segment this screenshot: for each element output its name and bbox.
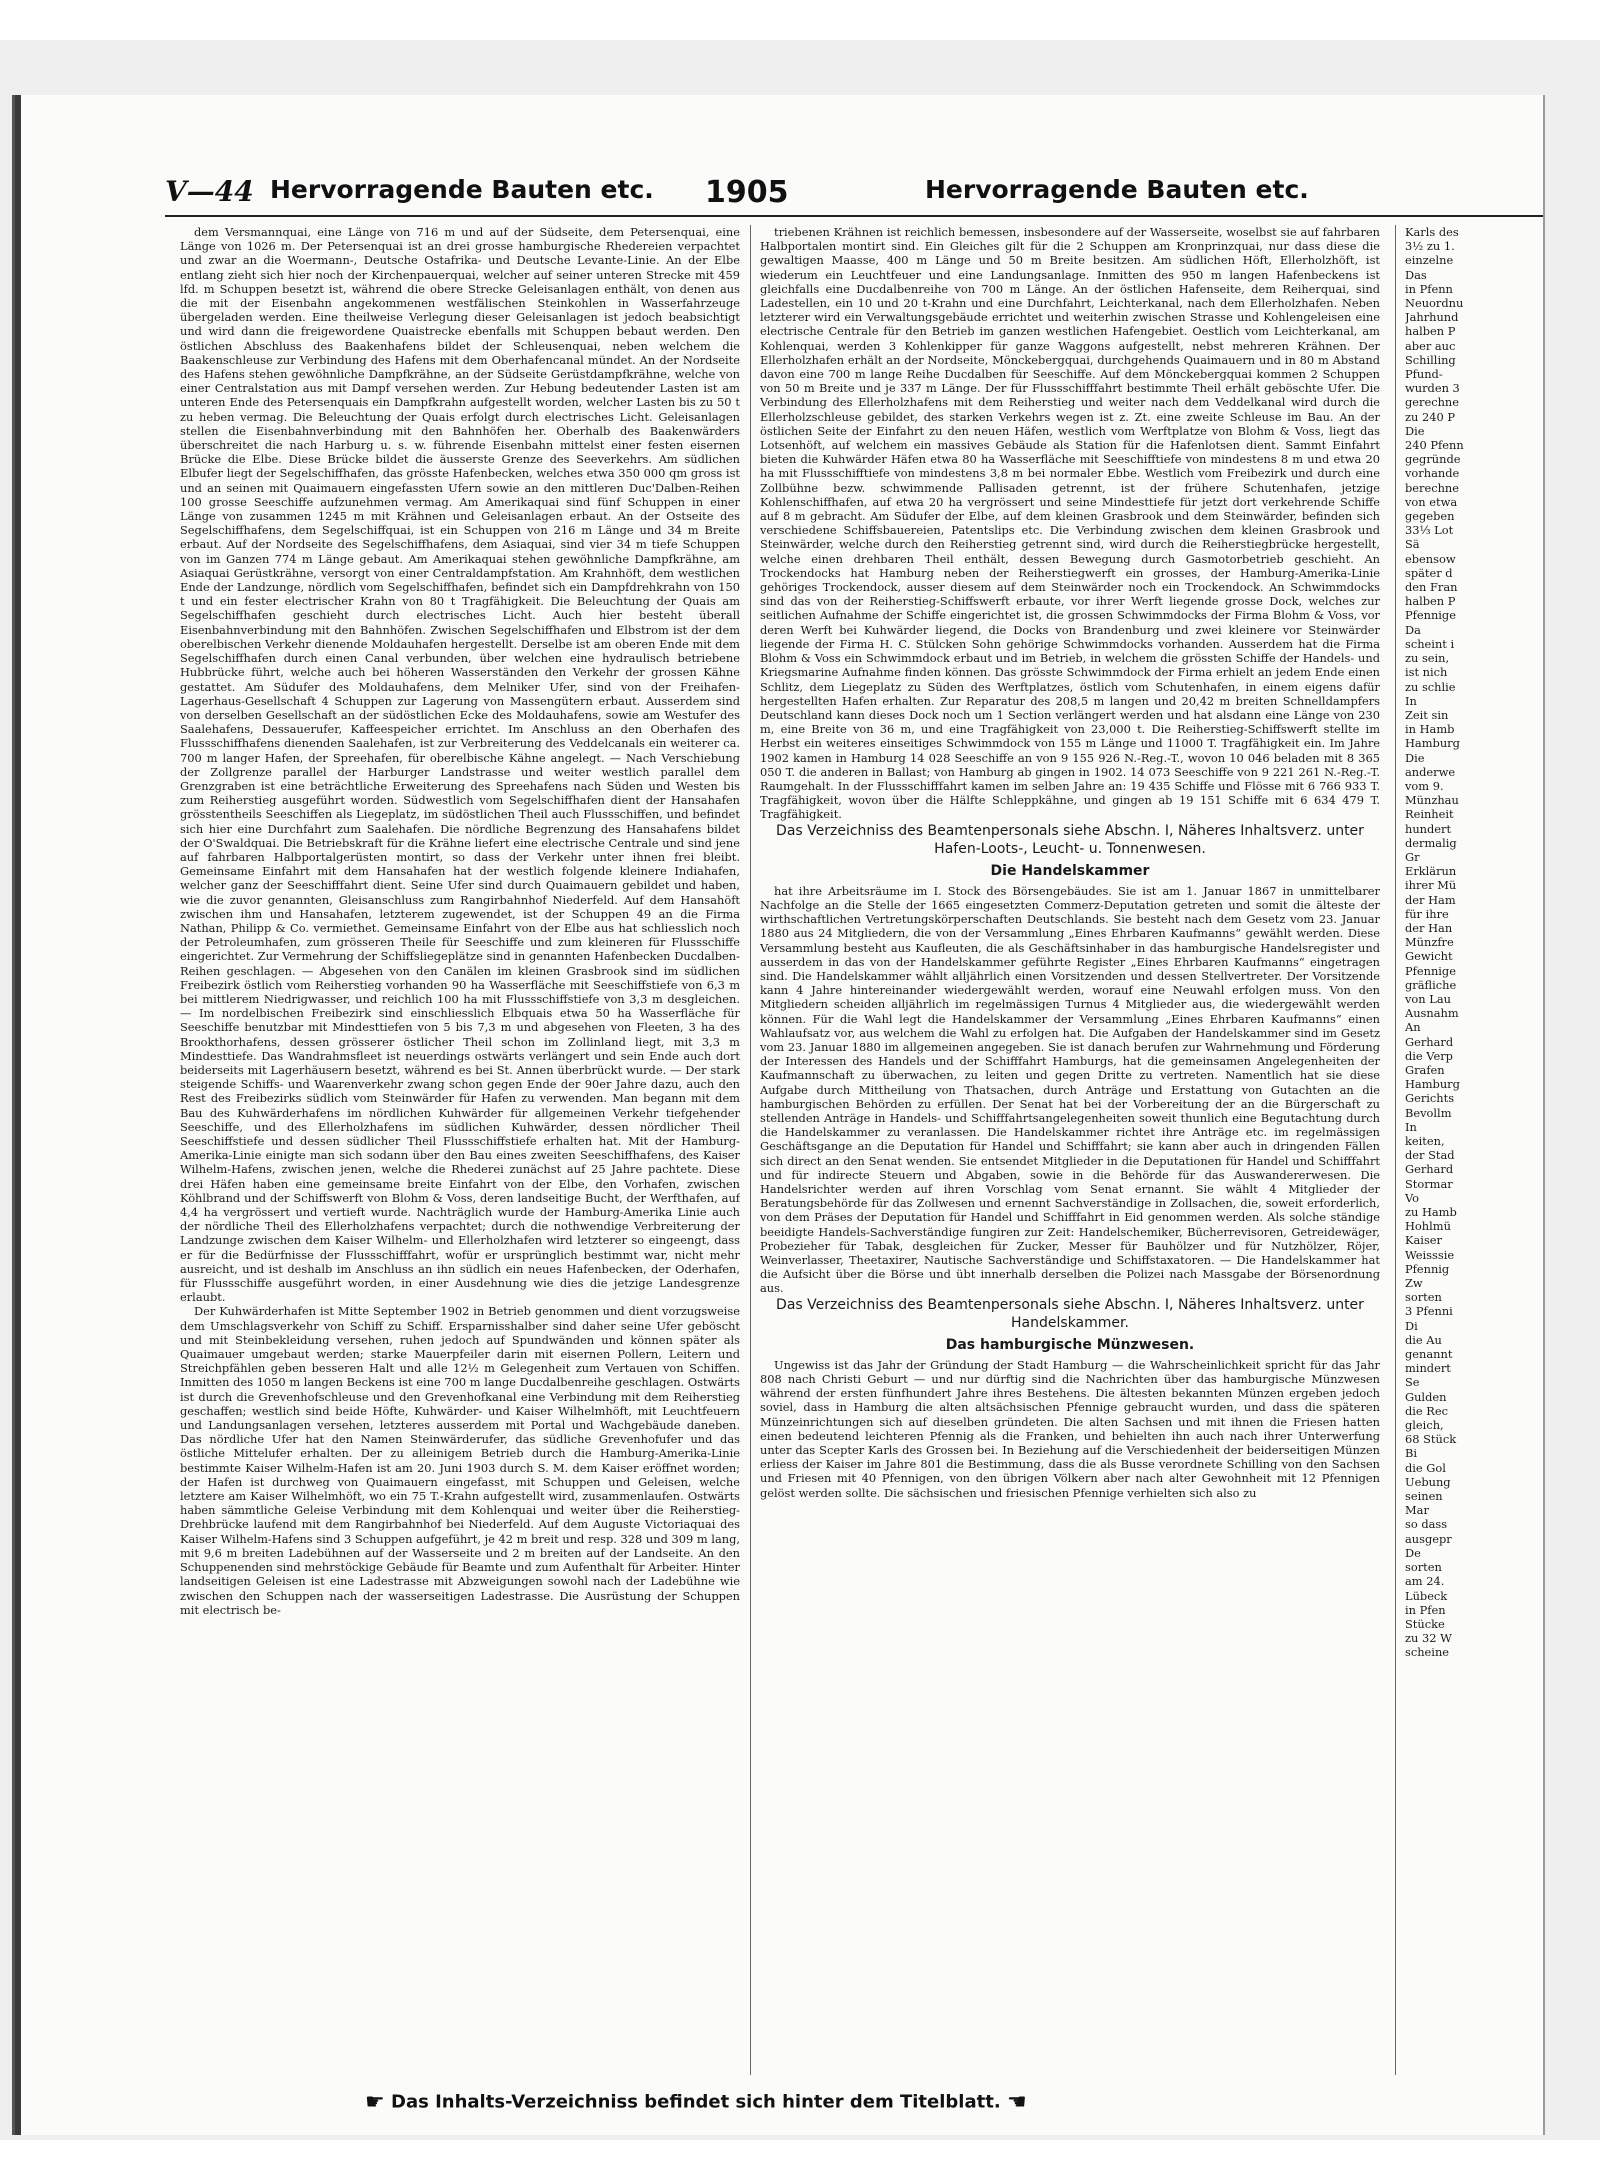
cropped-line: gegeben [1405, 509, 1455, 524]
cropped-line: von etwa [1405, 494, 1458, 509]
cropped-line: scheine [1405, 1645, 1450, 1660]
cropped-line: De [1405, 1545, 1421, 1560]
cropped-line: Sä [1405, 537, 1420, 552]
cropped-line: sorten [1405, 1560, 1442, 1575]
cropped-line: Die [1405, 423, 1425, 438]
cropped-line: berechne [1405, 480, 1460, 495]
cropped-line: Lübeck [1405, 1588, 1448, 1603]
cropped-line: 3 Pfenni [1405, 1304, 1453, 1319]
cropped-line: gleich, [1405, 1418, 1444, 1433]
year-heading: 1905 [705, 175, 789, 210]
column-middle [760, 225, 1380, 2080]
cropped-line: zu 32 W [1405, 1631, 1452, 1646]
cropped-line: Hamburg [1405, 736, 1460, 751]
document-page [12, 95, 1543, 2135]
cropped-line: mindert [1405, 1361, 1451, 1376]
cropped-line: In [1405, 1119, 1417, 1134]
cropped-line: für ihre [1405, 906, 1449, 921]
cropped-line: Bi [1405, 1446, 1418, 1461]
cropped-line: vorhande [1405, 466, 1460, 481]
cropped-line: 240 Pfenn [1405, 438, 1464, 453]
paragraph: triebenen Krähnen ist reichlich bemessen, insbesondere auf der Wasserseite, woselbst sie auf fahrbaren Halbportalen montirt sind. Ein Gleiches gilt für die 2 Schuppen am Kronprinzquai, nur dass diese die gewaltigen Maasse, 400 m Länge und 50 m Breite besitzen. Am südlichen Höft, Ellerholzhöft, ist wiederum ein Leuchtfeuer und eine Landungsanlage. Inmitten des 950 m langen Hafenbeckens ist gleichfalls eine Ducdalbenreihe von 700 m Länge. An der östlichen Hafenseite, dem Reiherquai, sind Ladestellen, ein 10 und 20 t-Krahn und eine Durchfahrt, Leichterkanal, nach dem Ellerholzhafen. Neben letzterer wird ein Verwaltungsgebäude errichtet und weiterhin zwischen Strasse und Kohlengeleisen eine electrische Centrale für den Betrieb im ganzen westlichen Hafengebiet. Oestlich vom Leichterkanal, am Kohlenquai, werden 3 Kohlenkipper für ganze Waggons aufgestellt, nebst mehreren Krähnen. Der Ellerholzhafen erhält an der Nordseite, Mönckebergquai, durchgehends Quaimauern und in 80 m Abstand davon eine 700 m lange Reihe Ducdalben für Seeschiffe. Auf dem Mönckebergquai kommen 2 Schuppen von 50 m Breite und je 337 m Länge. Der für Flussschifffahrt bestimmte Theil erhält geböschte Ufer. Die Verbindung des Ellerholzhafens mit dem Reiherstieg und weiter nach dem Veddelkanal wird durch die Ellerholzschleuse gebildet, des starken Verkehrs wegen ist z. Zt. eine zweite Schleuse im Bau. An der östlichen Seite der Einfahrt zu den neuen Häfen, westlich vom Werftplatze von Blohm & Voss, liegt das Lotsenhöft, auf welchem ein massives Gebäude als Station für die Hafenlotsen dient. Sammt Einfahrt bieten die Kuhwärder Häfen etwa 80 ha Wasserfläche mit Seeschifftiefe von mindestens 8 m und etwa 20 ha mit Flussschifftiefe von mindestens 3,8 m bei normaler Ebbe. Westlich vom Freibezirk und durch eine Zollbühne bezw. schwimmende Pallisaden getrennt, ist der frühere Schutenhafen, jetzige Kohlenschiffhafen, auf etwa 20 ha vergrössert und seine Mindesttiefe für jetzt dort verkehrende Schiffe auf 8 m gebracht. Am Südufer der Elbe, auf dem kleinen Grasbrook und dem Steinwärder, befinden sich verschiedene Schiffsbauereien, Patentslips etc. Die Verbindung zwischen dem kleinen Grasbrook und Steinwärder, welche durch den Reiherstieg getrennt sind, wird durch die Reiherstiegbrücke hergestellt, welche einen drehbaren Theil enthält, dessen Bewegung durch Gasmotorbetrieb geschieht. An Trockendocks hat Hamburg neben der Reiherstiegwerft ein grosses, der Hamburg-Amerika-Linie gehöriges Trockendock, ausser diesem auf dem Steinwärder noch ein Trockendock. An Schwimmdocks sind das von der Reiherstieg-Schiffswerft erbaute, vor ihrer Werft liegende grosse Dock, welches zur seitlichen Aufnahme der Schiffe eingerichtet ist, die grossen Schwimmdocks der Firma Blohm & Voss, vor deren Werft bei Kuhwärder liegend, die Docks von Brandenburg und zwei kleinere vor Steinwärder liegende der Firma H. C. Stülcken Sohn gehörige Schwimmdocks vorhanden. Ausserdem hat die Firma Blohm & Voss ein Schwimmdock erbaut und im Betrieb, in welchem die grössten Schiffe der Handels- und Kriegsmarine Aufnahme finden können. Das grösste Schwimmdock der Firma erhielt an jedem Ende einen Schlitz, dem Liegeplatz zu Süden des Werftplatzes, östlich vom Schutenhafen, in einem eigens dafür hergestellten Hafen erhalten. Zur Reparatur des 208,5 m langen und 20,42 m breiten Schnelldampfers Deutschland kann dieses Dock noch um 1 Section verlängert werden und hat alsdann eine Länge von 230 m, eine Breite von 36 m, und eine Tragfähigkeit von 23,000 t. Die Reiherstieg-Schiffswerft stellte im Herbst ein weiteres einseitiges Schwimmdock von 155 m Länge und 11000 T. Tragfähigkeit ein. Im Jahre 1902 kamen in Hamburg 14 028 Seeschiffe an von 9 155 926 N.-Reg.-T., wovon 10 046 beladen mit 8 365 050 T. die anderen in Ballast; von Hamburg ab gingen in 1902. 14 073 Seeschiffe von 9 221 261 N.-Reg.-T. Raumgehalt. In der Flussschifffahrt kamen im selben Jahre an: 19 435 Schiffe und Flösse mit 6 766 933 T. Tragfähigkeit, wovon über die Hälfte Schleppkähne, und gingen ab 19 151 Schiffe mit 6 634 479 T. Tragfähigkeit. [760, 225, 1380, 822]
cropped-line: Pfennige [1405, 608, 1456, 623]
binding-edge [15, 95, 21, 2135]
paragraph: Ungewiss ist das Jahr der Gründung der Stadt Hamburg — die Wahrscheinlichkeit spricht für das Jahr 808 nach Christi Geburt — und nur dürftig sind die Nachrichten über das hamburgische Münzwesen während der ersten fünfhundert Jahre ihres Bestehens. Die ältesten bekannten Münzen ergeben jedoch soviel, dass in Hamburg die alten altsächsischen Pfennige gebraucht wurden, und dass die späteren Münzeinrichtungen sich auf dieselben gründeten. Die alten Sachsen und mit ihnen die Friesen hatten einen bedeutend leichteren Pfennig als die Franken, und behielten ihn auch nach ihrer Unterwerfung unter das Scepter Karls des Grossen bei. In Beziehung auf die Verschiedenheit der beiderseitigen Münzen erliess der Kaiser im Jahre 801 die Bestimmung, dass die als Busse verordnete Schilling von den Sachsen und Friesen mit 40 Pfennigen, von den übrigen Völkern aber nach alter Gewohnheit mit 12 Pfennigen gelöst werden sollte. Die sächsischen und friesischen Pfennige verhielten sich also zu [760, 1357, 1380, 1500]
cropped-line: halben P [1405, 324, 1456, 339]
cropped-line: scheint i [1405, 636, 1455, 651]
cropped-line: Reinheit [1405, 807, 1454, 822]
cropped-line: Mar [1405, 1503, 1429, 1518]
cropped-line: Gewicht [1405, 949, 1453, 964]
cropped-line: Vo [1405, 1190, 1420, 1205]
cropped-line: dermalig [1405, 835, 1457, 850]
cropped-line: Stormar [1405, 1176, 1453, 1191]
paragraph: hat ihre Arbeitsräume im I. Stock des Börsengebäudes. Sie ist am 1. Januar 1867 in unmittelbarer Nachfolge an die Stelle der 1665 eingesetzten Commerz-Deputation getreten und somit die älteste der wirthschaftlichen Vertretungskörperschaften Deutschlands. Sie besteht nach dem Gesetz vom 23. Januar 1880 aus 24 Mitgliedern, die von der Versammlung „Eines Ehrbaren Kaufmanns“ gewählt werden. Diese Versammlung besteht aus Kaufleuten, die als Geschäftsinhaber in das hamburgische Handelsregister und ausserdem in das von der Handelskammer geführte Register „Eines Ehrbaren Kaufmanns“ eingetragen sind. Die Handelskammer wählt alljährlich einen Vorsitzenden und dessen Stellvertreter. Der Vorsitzende kann 4 Jahre hintereinander wiedergewählt werden, worauf eine Neuwahl erfolgen muss. Von den Mitgliedern scheiden alljährlich im regelmässigen Turnus 4 Mitglieder aus, die wiedergewählt werden können. Für die Wahl legt die Handelskammer der Versammlung „Eines Ehrbaren Kaufmanns“ einen Wahlaufsatz vor, aus welchem die Wahl zu erfolgen hat. Die Aufgaben der Handelskammer sind im Gesetz vom 23. Januar 1880 im allgemeinen angegeben. Sie ist danach berufen zur Wahrnehmung und Förderung der Interessen des Handels und der Schifffahrt Hamburgs, hat die gemeinsamen Angelegenheiten der Kaufmannschaft zu überwachen, zu leiten und gegen Dritte zu vertreten. Namentlich hat sie diese Aufgabe durch Mittheilung von Thatsachen, durch Anträge und Erstattung von Gutachten an die hamburgischen Behörden zu erfüllen. Der Senat hat bei der Vorbereitung der an die Bürgerschaft zu stellenden Anträge in Handels- und Schifffahrtsangelegenheiten soweit thunlich eine Begutachtung durch die Handelskammer zu veranlassen. Die Handelskammer richtet ihre Anträge etc. im regelmässigen Geschäftsgange an die Deputation für Handel und Schifffahrt; sie kann aber auch in dringenden Fällen sich direct an den Senat wenden. Sie entsendet Mitglieder in die Deputationen für Handel und Schifffahrt und für indirecte Steuern und Abgaben, sowie in die Behörde für das Auswandererwesen. Die Handelsrichter werden auf ihren Vorschlag vom Senat ernannt. Sie wählt 4 Mitglieder der Beratungsbehörde für das Zollwesen und ernennt Sachverständige in Zollsachen, die, soweit erforderlich, von dem Präses der Deputation für Handel und Schifffahrt in Eid genommen werden. Als solche ständige beeidigte Handels-Sachverständige fungiren zur Zeit: Handelschemiker, Bücherrevisoren, Getreidewäger, Probezieher für Tabak, desgleichen für Zucker, Messer für Bauhölzer und für Nutzhölzer, Röjer, Weinverlasser, Theetaxirer, Nautische Sachverständige und Schiffstaxatoren. — Die Handelskammer hat die Aufsicht über die Börse und übt innerhalb derselben die Polizei nach Massgabe der Börsenordnung aus. [760, 883, 1380, 1296]
cropped-line: ihrer Mü [1405, 878, 1457, 893]
cropped-line: Bevollm [1405, 1105, 1452, 1120]
cropped-line: Di [1405, 1318, 1418, 1333]
cropped-line: ebensow [1405, 551, 1456, 566]
running-title-left: Hervorragende Bauten etc. [270, 175, 654, 204]
cropped-line: der Stad [1405, 1148, 1455, 1163]
cropped-line: Schilling [1405, 352, 1456, 367]
cropped-line: in Pfen [1405, 1602, 1446, 1617]
cropped-line: zu Hamb [1405, 1205, 1457, 1220]
page-header [165, 175, 1543, 215]
cropped-line: Hohlmü [1405, 1219, 1451, 1234]
paragraph: dem Versmannquai, eine Länge von 716 m und auf der Südseite, dem Petersenquai, eine Länge von 1026 m. Der Petersenquai ist an drei grosse hamburgische Rhedereien verpachtet und zwar an die Woermann-, Deutsche Ostafrika- und Deutsche Levante-Linie. An der Elbe entlang zieht sich hier noch der Kirchenpauerquai, welcher auf seiner unteren Strecke mit 459 lfd. m Schuppen besetzt ist, während die obere Strecke Geleisanlagen enthält, von denen aus die mit der Eisenbahn angekommenen westfälischen Steinkohlen in Wasserfahrzeuge übergeladen werden. Eine theilweise Verlegung dieser Geleisanlagen ist jedoch beabsichtigt und wird dann die freigewordene Quaistrecke ebenfalls mit Schuppen bebaut werden. Den östlichen Abschluss des Baakenhafens bildet der Schleusenquai, neben welchem die Baakenschleuse zur Verbindung des Hafens mit dem Oberhafencanal mündet. An der Nordseite des Hafens stehen gewöhnliche Dampfkrähne, an der Südseite Gerüstdampfkrähne, welche von einer Centralstation aus mit Dampf versehen werden. Zur Hebung bedeutender Lasten ist am unteren Ende des Petersenquais ein Dampfkrahn aufgestellt worden, welcher Lasten bis zu 50 t zu heben vermag. Die Beleuchtung der Quais erfolgt durch electrisches Licht. Geleisanlagen stellen die Eisenbahnverbindung mit den Bahnhöfen her. Oberhalb des Baakenwärders überschreitet die nach Harburg u. s. w. führende Eisenbahn mittelst einer festen eisernen Brücke die Elbe. Diese Brücke bildet die äusserste Grenze des Seeverkehrs. Am südlichen Elbufer liegt der Segelschiffhafen, das grösste Hafenbecken, welches etwa 350 000 qm gross ist und an seinen mit Quaimauern eingefassten Ufern sowie an den mittleren Duc'Dalben-Reihen 100 grosse Seeschiffe aufzunehmen vermag. Am Amerikaquai sind fünf Schuppen in einer Länge von zusammen 1245 m mit Krähnen und Geleisanlagen erbaut. An der Ostseite des Segelschiffhafens, dem Segelschiffquai, ist ein Schuppen von 216 m Länge und 34 m Breite erbaut. Auf der Nordseite des Segelschiffhafens, dem Asiaquai, sind vier 34 m tiefe Schuppen von im Ganzen 774 m Länge gebaut. Am Amerikaquai stehen gewöhnliche Dampfkrähne, am Asiaquai Gerüstkrähne, versorgt von einer Centraldampfstation. Am Krahnhöft, dem westlichen Ende der Landzunge, nördlich vom Segelschiffhafen, befindet sich ein Dampfdrehkrahn von 150 t und ein fester electrischer Krahn von 80 t Tragfähigkeit. Die Beleuchtung der Quais am Segelschiffhafen geschieht durch electrisches Licht. Auch hier besteht überall Eisenbahnverbindung mit den Bahnhöfen. Zwischen Segelschiffhafen und Elbstrom ist der dem oberelbischen Verkehr dienende Moldauhafen hergestellt. Derselbe ist am oberen Ende mit dem Segelschiffhafen durch einen Canal verbunden, über welchen eine hydraulisch betriebene Hubbrücke führt, welche auch bei höheren Wasserständen den Verkehr der grossen Kähne gestattet. Am Südufer des Moldauhafens, dem Melniker Ufer, sind von der Freihafen-Lagerhaus-Gesellschaft 4 Schuppen zur Lagerung von Massengütern erbaut. Ausserdem sind von derselben Gesellschaft an der südöstlichen Ecke des Moldauhafens, sowie am Westufer des Saalehafens, Dessauerufer, Kaffeespeicher errichtet. Im Anschluss an den Oberhafen des Flussschiffhafens dienenden Saalehafen, ist zur Verbreiterung des Veddelcanals ein weiterer ca. 700 m langer Hafen, der Spreehafen, für oberelbische Kähne angelegt. — Nach Verschiebung der Zollgrenze parallel der Harburger Landstrasse und weiter westlich parallel dem Grenzgraben ist eine beträchtliche Erweiterung des Spreehafens nach Süden und Westen bis zum Reiherstieg ausgeführt worden. Südwestlich vom Segelschiffhafen dient der Hansahafen grösstentheils Seeschiffen als Liegeplatz, im südöstlichen Theil auch Flussschiffen, und befindet sich hier eine Durchfahrt zum Saalehafen. Die nördliche Begrenzung des Hansahafens bildet der O'Swaldquai. Die Betriebskraft für die Krähne liefert eine electrische Centrale und sind jene auf fahrbaren Halbportalgerüsten montirt, so dass der Verkehr unter ihnen frei bleibt. Gemeinsame Einfahrt mit dem Hansahafen hat der westlich folgende kleinere Indiahafen, welcher ganz der Seeschifffahrt dient. Seine Ufer sind durch Quaimauern gebildet und haben, wie die zuvor genannten, Gleisanschluss zum Rangirbahnhof Niederfeld. Auf dem Hansahöft zwischen ihm und Hansahafen, letzterem zugewendet, ist der Schuppen 49 an die Firma Nathan, Philipp & Co. vermiethet. Gemeinsame Einfahrt von der Elbe aus hat schliesslich noch der Petroleumhafen, zum grösseren Theile für Seeschiffe und zum kleineren für Flussschiffe eingerichtet. Zur Vermehrung der Schiffsliegeplätze sind in genannten Hafenbecken Ducdalben-Reihen geschlagen. — Abgesehen von den Canälen im kleinen Grasbrook sind im südlichen Freibezirk östlich vom Reiherstieg vorhanden 90 ha Wasserfläche mit Seeschiffstiefe von 6,3 m bei mittlerem Niedrigwasser, und reichlich 100 ha mit Flussschiffstiefe von 3,3 m desgleichen. — Im nordelbischen Freibezirk sind einschliesslich Elbquais etwa 50 ha Wasserfläche für Seeschiffe benutzbar mit Mindesttiefen von 5 bis 7,3 m und abgesehen von Fleeten, 3 ha des Brookthorhafens, dessen grösserer östlicher Theil schon im Zollinland liegt, mit 3,3 m Mindesttiefe. Das Wandrahmsfleet ist neuerdings ostwärts verlängert und sein Ende auch dort beiderseits mit Lagerhäusern besetzt, während es bei St. Annen überbrückt wurde. — Der stark steigende Schiffs- und Waarenverkehr zwang schon gegen Ende der 90er Jahre dazu, auch den Rest des Freibezirks südlich vom Steinwärder für Hafen zu verwenden. Man begann mit dem Bau des Kuhwärderhafens im nördlichen Kuhwärder für allgemeinen Verkehr tiefgehender Seeschiffe, und des Ellerholzhafens im südlichen Kuhwärder, dessen nördlicher Theil Seeschiffstiefe und dessen südlicher Theil Flussschiffstiefe erhalten hat. Mit der Hamburg-Amerika-Linie einigte man sich sodann über den Bau eines zweiten Seeschiffhafens, des Kaiser Wilhelm-Hafens, zwischen jenen, welche die Rhederei zunächst auf 25 Jahre pachtete. Diese drei Häfen haben eine gemeinsame breite Einfahrt von der Elbe, den Vorhafen, zwischen Köhlbrand und der Schiffswerft von Blohm & Voss, deren landseitige Bucht, der Werfthafen, auf 4,4 ha vergrössert und vertieft wurde. Nachträglich wurde der Hamburg-Amerika Linie auch der nördliche Theil des Ellerholzhafens verpachtet; durch die nothwendige Verbreiterung der Landzunge zwischen dem Kaiser Wilhelm- und Ellerholzhafen wird letzterer so eingeengt, dass er für die Bedürfnisse der Flussschifffahrt, wofür er ursprünglich bestimmt war, nicht mehr ausreicht, und ist deshalb im Anschluss an ihn südlich ein neues Hafenbecken, der Oderhafen, für Flussschiffe ausgeführt worden, in einer Ausdehnung wie dies die jetzige Landesgrenze erlaubt. [180, 225, 740, 1305]
footer-text: Das Inhalts-Verzeichniss befindet sich hinter dem Titelblatt. [391, 2091, 1001, 2113]
cropped-line: halben P [1405, 594, 1456, 609]
cropped-line: Karls des [1405, 225, 1459, 239]
column-divider [750, 225, 751, 2075]
cropped-line: Gerhard [1405, 1162, 1454, 1177]
cropped-line: gegründe [1405, 452, 1461, 467]
cropped-line: ist nich [1405, 665, 1448, 680]
cropped-line: einzelne [1405, 253, 1454, 268]
staff-notice: Das Verzeichniss des Beamtenpersonals siehe Abschn. I, Näheres Inhaltsverz. unter Handelskammer. [776, 1296, 1364, 1331]
cropped-line: Münzhau [1405, 793, 1459, 808]
cropped-line: An [1405, 1020, 1421, 1035]
cropped-line: Kaiser [1405, 1233, 1442, 1248]
cropped-line: In [1405, 693, 1417, 708]
footer-notice [365, 2090, 1027, 2115]
cropped-line: Gr [1405, 849, 1420, 864]
cropped-line: wurden 3 [1405, 381, 1460, 396]
cropped-line: am 24. [1405, 1574, 1445, 1589]
cropped-line: genannt [1405, 1347, 1453, 1362]
cropped-line: Stücke [1405, 1616, 1445, 1631]
cropped-line: Uebung [1405, 1474, 1451, 1489]
running-title-right: Hervorragende Bauten etc. [925, 175, 1309, 204]
pointing-hand-left-icon: ☚ [1006, 2090, 1027, 2115]
cropped-line: von Lau [1405, 991, 1451, 1006]
cropped-line: Ausnahm [1405, 1006, 1459, 1021]
cropped-line: Grafen [1405, 1062, 1445, 1077]
cropped-line: Hamburg [1405, 1077, 1460, 1092]
column-right-cropped [1405, 225, 1543, 2080]
cropped-line: Weisssie [1405, 1247, 1455, 1262]
header-rule [165, 215, 1543, 217]
page-number: V—44 [165, 175, 254, 208]
cropped-line: gerechne [1405, 395, 1460, 410]
cropped-line: Se [1405, 1375, 1420, 1390]
cropped-line: Das [1405, 267, 1427, 282]
cropped-line: aber auc [1405, 338, 1456, 353]
cropped-line: Pfennig [1405, 1261, 1450, 1276]
cropped-line: Gulden [1405, 1389, 1447, 1404]
cropped-line: die Au [1405, 1332, 1442, 1347]
cropped-line: der Han [1405, 920, 1453, 935]
cropped-line: zu 240 P [1405, 409, 1455, 424]
pointing-hand-right-icon: ☛ [365, 2090, 385, 2115]
cropped-line: Da [1405, 622, 1421, 637]
section-heading-muenzwesen: Das hamburgische Münzwesen. [945, 1336, 1195, 1353]
cropped-line: Pfund- [1405, 367, 1443, 382]
cropped-line: ausgepr [1405, 1531, 1452, 1546]
cropped-line: zu schlie [1405, 679, 1456, 694]
cropped-line: vom 9. [1405, 778, 1444, 793]
cropped-line: Münzfre [1405, 935, 1454, 950]
column-divider [1395, 225, 1396, 2075]
cropped-line: der Ham [1405, 892, 1456, 907]
cropped-line: zu sein, [1405, 651, 1450, 666]
cropped-line: den Fran [1405, 580, 1458, 595]
column-left [180, 225, 740, 2080]
cropped-line: 33⅓ Lot [1405, 523, 1454, 538]
cropped-line: hundert [1405, 821, 1452, 836]
cropped-line: 68 Stück [1405, 1432, 1457, 1447]
cropped-line: so dass [1405, 1517, 1448, 1532]
paragraph: Der Kuhwärderhafen ist Mitte September 1902 in Betrieb genommen und dient vorzugsweise dem Umschlagsverkehr von Schiff zu Schiff. Ersparnisshalber sind daher seine Ufer geböscht und mit Steinbekleidung versehen, ruhen jedoch auf Spundwänden und können später als Quaimauer umgebaut werden; starke Mauerpfeiler darin mit eisernen Pollern, Leitern und Streichpfählen geben besseren Halt und alle 12½ m Gelegenheit zum Vertauen von Schiffen. Inmitten des 1050 m langen Beckens ist eine 700 m lange Ducdalbenreihe geschlagen. Ostwärts ist durch die Grevenhofschleuse und den Grevenhofkanal eine Verbindung mit dem Reiherstieg geschaffen; westlich sind beide Höfte, Kuhwärder- und Kaiser Wilhelmhöft, mit Leuchtfeuern und Landungsanlagen versehen, letzteres ausserdem mit Portal und Wachgebäude daneben. Das nördliche Ufer hat den Namen Steinwärderufer, das südliche Grevenhofufer und das östliche Mittelufer erhalten. Der zu alleinigem Betrieb durch die Hamburg-Amerika-Linie bestimmte Kaiser Wilhelm-Hafen ist am 20. Juni 1903 durch S. M. dem Kaiser eröffnet worden; der Hafen ist durchweg von Quaimauern eingefasst, mit Schuppen und Geleisen, welche letztere am Kaiser Wilhelmhöft, wo ein 75 T.-Krahn aufgestellt wird, zusammenlaufen. Ostwärts haben sämmtliche Geleise Verbindung mit dem Kohlenquai und weiter über die Reiherstieg-Drehbrücke laufend mit dem Rangirbahnhof bei Niederfeld. Auf dem Auguste Victoriaquai des Kaiser Wilhelm-Hafens sind 3 Schuppen aufgeführt, je 42 m breit und resp. 328 und 309 m lang, mit 9,6 m breiten Ladebühnen auf der Wasserseite und 2 m breiten auf der Landseite. An den Schuppenenden sind mehrstöckige Gebäude für Beamte und zum Aufenthalt für Arbeiter. Hinter landseitigen Geleisen ist eine Ladestrasse mit Abzweigungen sowohl nach der Ladebühne wie zwischen den Schuppen nach der wasserseitigen Ladestrasse. Die Ausrüstung der Schuppen mit electrisch be- [180, 1304, 740, 1617]
section-heading-handelskammer: Die Handelskammer [990, 862, 1150, 879]
cropped-line: anderwe [1405, 764, 1456, 779]
cropped-line: Zw [1405, 1276, 1423, 1291]
cropped-line: die Rec [1405, 1403, 1448, 1418]
cropped-line: später d [1405, 565, 1453, 580]
cropped-line: Erklärun [1405, 864, 1457, 879]
cropped-line: in Hamb [1405, 722, 1455, 737]
cropped-line: die Gol [1405, 1460, 1446, 1475]
cropped-line: Jahrhund [1405, 310, 1459, 325]
cropped-line: 3½ zu 1. [1405, 239, 1455, 254]
cropped-line: Gerichts [1405, 1091, 1455, 1106]
cropped-line: sorten [1405, 1290, 1442, 1305]
cropped-line: in Pfenn [1405, 281, 1453, 296]
cropped-line: Gerhard [1405, 1034, 1454, 1049]
staff-notice: Das Verzeichniss des Beamtenpersonals siehe Abschn. I, Näheres Inhaltsverz. unter Hafen-Loots-, Leucht- u. Tonnenwesen. [776, 822, 1364, 857]
cropped-line: gräfliche [1405, 977, 1457, 992]
cropped-line: Neuordnu [1405, 296, 1464, 311]
cropped-line: seinen [1405, 1489, 1443, 1504]
cropped-line: Die [1405, 750, 1425, 765]
cropped-line: Pfennige [1405, 963, 1456, 978]
cropped-line: Zeit sin [1405, 707, 1449, 722]
cropped-line: die Verp [1405, 1048, 1453, 1063]
cropped-line: keiten, [1405, 1134, 1445, 1148]
